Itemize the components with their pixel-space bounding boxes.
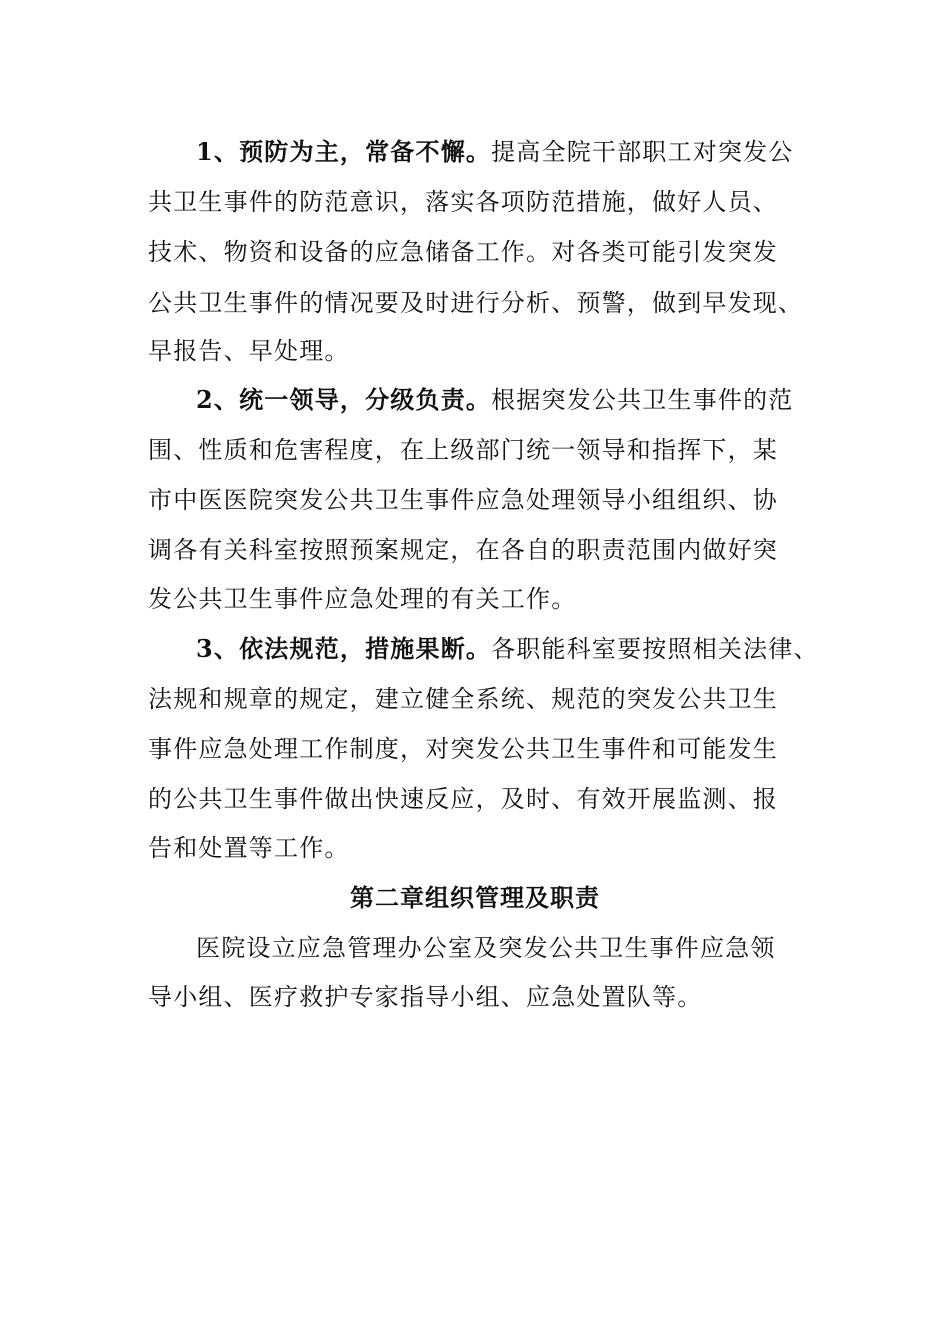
item-1-first-line [196, 136, 794, 168]
item-2-first-line [196, 384, 794, 416]
item-1-line-4: 公共卫生事件的情况要及时进行分析、预警，做到早发现、 [148, 289, 804, 317]
chapter-heading: 第二章组织管理及职责 [350, 883, 600, 912]
item-2-line-4: 调各有关科室按照预案规定，在各自的职责范围内做好突 [148, 536, 778, 564]
item-3-text: 各职能科室要按照相关法律、 [491, 635, 819, 663]
item-2-line-2: 围、性质和危害程度，在上级部门统一领导和指挥下，某 [148, 436, 778, 464]
item-2-text: 根据突发公共卫生事件的范 [491, 386, 794, 414]
item-1-line-3: 技术、物资和设备的应急储备工作。对各类可能引发突发 [148, 238, 778, 266]
item-1-line-5: 早报告、早处理。 [148, 337, 350, 365]
item-2-lead: 2、统一领导，分级负责。 [196, 385, 492, 414]
item-3-line-3: 事件应急处理工作制度，对突发公共卫生事件和可能发生 [148, 735, 778, 763]
item-3-line-2: 法规和规章的规定，建立健全系统、规范的突发公共卫生 [148, 685, 778, 713]
item-2-line-3: 市中医医院突发公共卫生事件应急处理领导小组组织、协 [148, 486, 778, 514]
chapter-line-2: 导小组、医疗救护专家指导小组、应急处置队等。 [148, 983, 703, 1011]
item-1-lead: 1、预防为主，常备不懈。 [196, 137, 492, 166]
item-2-line-5: 发公共卫生事件应急处理的有关工作。 [148, 585, 577, 613]
item-3-lead: 3、依法规范，措施果断。 [196, 634, 492, 663]
item-3-first-line [196, 633, 819, 665]
item-1-line-2: 共卫生事件的防范意识，落实各项防范措施，做好人员、 [148, 188, 778, 216]
item-3-line-4: 的公共卫生事件做出快速反应，及时、有效开展监测、报 [148, 785, 778, 813]
item-1-text: 提高全院干部职工对突发公 [491, 138, 794, 166]
item-3-line-5: 告和处置等工作。 [148, 834, 350, 862]
chapter-line-1: 医院设立应急管理办公室及突发公共卫生事件应急领 [196, 934, 776, 962]
